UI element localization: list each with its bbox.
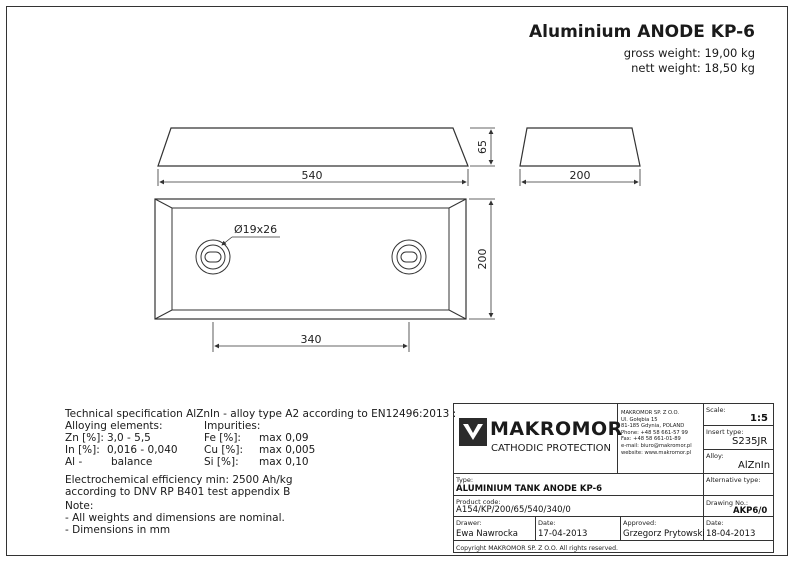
- alloy-val-zn: 3,0 - 5,5: [107, 432, 151, 444]
- alloy-val-al: balance: [111, 456, 153, 468]
- approved-value: Grzegorz Prytowski: [623, 529, 705, 539]
- note-header: Note:: [65, 500, 94, 512]
- impurity-el-fe: Fe [%]:: [204, 432, 241, 444]
- impurity-val-fe: max 0,09: [259, 432, 309, 444]
- alt-type-label: Alternative type:: [706, 476, 761, 484]
- impurity-val-cu: max 0,005: [259, 444, 316, 456]
- alloy-val-in: 0,016 - 0,040: [107, 444, 178, 456]
- date1-value: 17-04-2013: [538, 529, 588, 539]
- hole-left: [196, 240, 230, 274]
- drawing-no-label: Drawing No.:: [706, 499, 749, 507]
- alloy-el-zn: Zn [%]:: [65, 432, 104, 444]
- text-field: Ul. Gołębia 15: [621, 416, 658, 423]
- drawer-label: Drawer:: [456, 519, 482, 527]
- impurity-val-si: max 0,10: [259, 456, 309, 468]
- note-1: - All weights and dimensions are nominal.: [65, 512, 285, 524]
- drawing-no-value: AKP6/0: [733, 506, 768, 516]
- hole-size-label: Ø19x26: [234, 223, 278, 236]
- text-field: 81-185 Gdynia, POLAND: [621, 423, 685, 430]
- text-field: Fax: +48 58 661-01-89: [621, 436, 681, 443]
- text-field: e-mail: biuro@makromor.pl: [621, 442, 692, 449]
- side-view-outline: [520, 128, 640, 166]
- alloy-value: AlZnIn: [738, 460, 771, 471]
- text-field: MAKROMOR SP. Z O.O.: [621, 410, 680, 416]
- hole-right: [392, 240, 426, 274]
- makromor-logo-icon: [459, 418, 487, 446]
- note-2: - Dimensions in mm: [65, 524, 171, 536]
- spec-efficiency2: according to DNV RP B401 test appendix B: [65, 486, 291, 498]
- date2-label: Date:: [706, 519, 724, 527]
- scale-value: 1:5: [750, 413, 768, 424]
- front-view-outline: [158, 128, 468, 166]
- approved-label: Approved:: [623, 519, 657, 527]
- text-field: Phone: +48 58 661-57 99: [621, 429, 688, 436]
- spec-line1: Technical specification AlZnIn - alloy type A2 according to EN12496:2013 :: [65, 408, 457, 420]
- alloy-label: Alloy:: [706, 452, 724, 460]
- dim-hole-spacing-label: 340: [300, 333, 322, 346]
- date2-value: 18-04-2013: [706, 529, 756, 539]
- dim-length-label: 540: [301, 169, 323, 182]
- text-field: website: www.makromor.pl: [621, 449, 692, 456]
- impurity-el-cu: Cu [%]:: [204, 444, 244, 456]
- spec-alloying-header: Alloying elements:: [65, 420, 163, 432]
- product-code-label: Product code:: [456, 498, 501, 506]
- drawer-value: Ewa Nawrocka: [456, 529, 518, 539]
- type-value: ALUMINIUM TANK ANODE KP-6: [456, 484, 603, 494]
- dim-side-width-label: 200: [569, 169, 591, 182]
- product-code-value: A154/KP/200/65/540/340/0: [456, 505, 571, 515]
- alloy-el-al: Al -: [65, 456, 83, 468]
- spec-impurities-header: Impurities:: [204, 420, 261, 432]
- type-label: Type:: [456, 476, 474, 484]
- dim-plan-height-label: 200: [476, 248, 489, 270]
- dim-height-label: 65: [476, 140, 489, 154]
- page-title: Aluminium ANODE KP-6: [529, 22, 755, 42]
- top-view-inner: [172, 208, 449, 310]
- company-info: [621, 410, 692, 456]
- nett-weight: nett weight: 18,50 kg: [631, 61, 755, 75]
- logo-subtitle: CATHODIC PROTECTION: [491, 443, 612, 454]
- date1-label: Date:: [538, 519, 556, 527]
- gross-weight: gross weight: 19,00 kg: [623, 46, 755, 60]
- alloy-el-in: In [%]:: [65, 444, 100, 456]
- logo-name: MAKROMOR: [490, 418, 623, 440]
- scale-label: Scale:: [706, 406, 726, 414]
- insert-type-label: Insert type:: [706, 428, 744, 436]
- insert-type-value: S235JR: [732, 436, 768, 447]
- spec-efficiency1: Electrochemical efficiency min: 2500 Ah/kg: [65, 474, 293, 486]
- impurity-el-si: Si [%]:: [204, 456, 239, 468]
- copyright-text: Copyright MAKROMOR SP. Z O.O. All rights reserved.: [456, 545, 618, 552]
